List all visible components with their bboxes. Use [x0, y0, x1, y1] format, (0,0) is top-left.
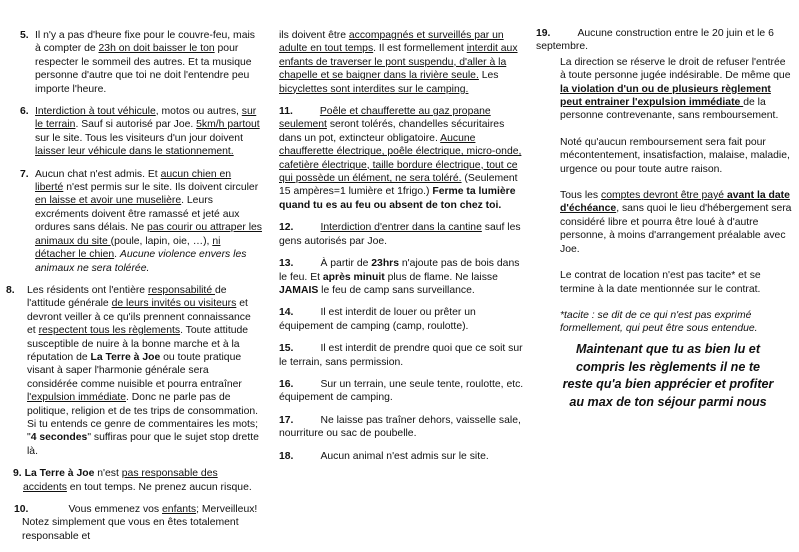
text-segment: accompagnés et surveillés par un adulte en tout temps: [279, 30, 504, 55]
text-segment: sur le terrain: [35, 106, 257, 131]
tacite-footnote: [560, 309, 792, 335]
text-segment: de l'attitude générale: [27, 284, 227, 310]
text-segment: Il est interdit de prendre quoi que ce soit sur le terrain, sans permission.: [279, 343, 523, 368]
rule-number: 17.: [279, 414, 294, 426]
text-segment: n'ajoute pas de bois dans le feu. Et: [279, 258, 520, 283]
text-segment: la violation d'un ou de plusieurs règlement peut entrainer l'expulsion immédiate: [560, 83, 771, 109]
text-segment: le feu de camp sans surveillance.: [318, 284, 475, 296]
rule-5: [20, 29, 262, 96]
rule-8: [6, 284, 262, 458]
rule-number: 16.: [279, 378, 294, 390]
rule-19: [536, 27, 792, 54]
no-refund-notice: [560, 136, 792, 176]
text-segment: Aucune violence envers les animaux ne sera tolérée.: [35, 249, 247, 274]
rule-number: 9.: [13, 468, 22, 480]
text-segment: La Terre à Joe: [24, 468, 95, 480]
rule-9: [13, 467, 262, 494]
text-segment: . Il est formellement: [373, 43, 467, 55]
text-segment: *tacite : se dit de ce qui n'est pas exprimé formellement, qui peut être sous entendue.: [560, 309, 758, 334]
text-segment: . Sauf si autorisé par Joe.: [75, 119, 197, 131]
text-segment: avant la date d'échéance: [560, 190, 790, 215]
text-segment: et devront veiller à ce qu'ils prennent connaissance et: [27, 298, 251, 337]
contract-notice: [560, 269, 778, 296]
text-segment: Aucun animal n'est admis sur le site.: [320, 450, 489, 462]
text-segment: Aucun chat n'est admis. Et: [35, 168, 161, 180]
text-segment: Les résidents ont l'entière: [27, 284, 148, 296]
text-segment: responsabilité: [147, 284, 215, 296]
text-segment: 5km/h partout: [196, 119, 260, 131]
text-segment: À partir de: [320, 258, 372, 270]
text-segment: La direction se réserve le droit de refuser l'entrée à toute personne jugée indésirable. De même que: [560, 56, 791, 82]
text-segment: seront tolérés, chandelles sécuritaires dans un pot, extincteur obligatoire.: [279, 119, 505, 144]
text-segment: bicyclettes sont interdites sur le camping.: [279, 83, 469, 95]
rule-7: [20, 168, 262, 275]
text-segment: ; Merveilleux! Notez simplement que vous en êtes totalement responsable et: [22, 504, 258, 542]
rule-18: [279, 450, 525, 463]
rule-12: [279, 221, 525, 248]
rule-15: [279, 342, 525, 369]
rule-number: 10.: [14, 504, 29, 515]
rule-number: 5.: [20, 30, 29, 41]
rule-number: 15.: [279, 343, 294, 355]
text-segment: n'est: [94, 468, 122, 480]
text-segment: , sans quoi le lieu d'hébergement sera considéré libre et pourra être loué à d'autre personne, à moins d'arrangement préalable avec Joe.: [560, 203, 792, 255]
rule-10: [14, 503, 262, 543]
rule-17: [279, 414, 525, 441]
text-segment: 23h on doit baisser le ton: [98, 43, 215, 55]
rule-number: 11.: [279, 106, 293, 118]
text-segment: pas courir ou attraper les animaux du site: [35, 222, 262, 247]
text-segment: (Seulement 15 ampères=1 lumière et 1frigo.): [279, 173, 518, 198]
text-segment: n'est permis sur le site. Ils doivent circuler: [63, 182, 259, 194]
text-segment: ils doivent être: [279, 30, 349, 41]
text-segment: 4 secondes: [30, 432, 88, 444]
column-1: [6, 29, 262, 552]
text-segment: enfants: [162, 504, 197, 515]
text-segment: sauf les gens autorisés par Joe.: [279, 222, 521, 247]
text-segment: Les: [478, 70, 499, 82]
rule-number: 12.: [279, 222, 294, 234]
rule-6: [20, 105, 262, 159]
text-segment: l'expulsion immédiate: [27, 392, 127, 404]
text-segment: laisser leur véhicule dans le stationnement.: [35, 146, 234, 158]
text-segment: ou toute pratique visant à saper l'harmonie générale sera considérée comme nuisible et pourra entraîner: [27, 351, 242, 390]
text-segment: après minuit: [322, 271, 385, 283]
rule-number: 14.: [279, 307, 294, 319]
text-segment: pour respecter le sommeil des autres. Et ta musique personne d'autre que toi ne doit l'entendre peu importe l'heure.: [35, 43, 252, 95]
text-segment: sur le site. Tous les visiteurs d'un jour doivent: [35, 132, 243, 144]
rule-number: 7.: [20, 168, 29, 180]
text-segment: aucun chien en liberté: [35, 168, 232, 194]
text-segment: Sur un terrain, une seule tente, roulotte, etc. équipement de camping.: [279, 378, 524, 404]
text-segment: Noté qu'aucun remboursement sera fait pour mécontentement, insatisfaction, malaise, maladie, urgence ou pour toute autre raison.: [560, 136, 790, 175]
text-segment: Maintenant que tu as bien lu et compris les règlements il ne te reste qu'a bien apprécier et profiter au max de ton séjour parmi nous: [562, 341, 774, 409]
text-segment: interdit aux enfants de traverser le pont suspendu, d'aller à la chapelle et se baigner dans la rivière seule.: [279, 43, 518, 82]
rule-13: [279, 257, 525, 297]
text-segment: Vous emmenez vos: [68, 504, 163, 515]
text-segment: (poule, lapin, oie, …),: [110, 235, 213, 247]
text-segment: Il n'y a pas d'heure fixe pour le couvre-feu, mais à compter de: [35, 30, 255, 55]
column-3: [536, 27, 792, 420]
rule-number: 6.: [20, 106, 29, 118]
text-segment: , motos ou autres,: [155, 106, 242, 118]
text-segment: en tout temps. Ne prenez aucun risque.: [66, 481, 252, 493]
text-segment: comptes devront être payé: [601, 190, 727, 202]
text-segment: ni détacher le chien: [35, 235, 221, 261]
column-2: [279, 29, 525, 472]
text-segment: pas responsable des accidents: [23, 468, 218, 493]
rule-16: [279, 378, 525, 405]
text-segment: JAMAIS: [279, 284, 319, 296]
text-segment: Aucune construction entre le 20 juin et le 6 septembre.: [536, 28, 774, 53]
text-segment: " suffiras pour que le sujet stop drette là.: [27, 432, 259, 457]
text-segment: Aucune chaufferette électrique, poêle électrique, micro-onde, cafetière électrique, taille bordure électrique, tout ce qui possède un élément, ne sera toléré.: [279, 132, 522, 185]
text-segment: . Toute attitude susceptible de nuire à la bonne marche et à la réputation de: [27, 325, 249, 363]
rule-14: [279, 306, 525, 333]
text-segment: Le contrat de location n'est pas tacite* et se termine à la date mentionnée sur le contrat.: [560, 270, 761, 295]
rule-number: 18.: [279, 450, 294, 462]
text-segment: Poêle et chaufferette au gaz propane seulement: [279, 106, 491, 131]
rule-number: 19.: [536, 28, 551, 39]
text-segment: Il est interdit de louer ou prêter un équipement de camping (camp, roulotte).: [279, 307, 476, 332]
text-segment: .: [114, 249, 120, 261]
text-segment: plus de flame. Ne laisse: [384, 271, 498, 283]
text-segment: Interdiction d'entrer dans la cantine: [320, 222, 482, 234]
text-segment: La Terre à Joe: [90, 351, 161, 363]
text-segment: respectent tous les règlements: [38, 325, 181, 337]
text-segment: Ferme ta lumière quand tu es au feu ou absent de ton chez toi.: [279, 186, 516, 211]
closing-message: [562, 341, 774, 411]
rule-number: 13.: [279, 258, 294, 270]
text-segment: en laisse et avoir une muselière: [35, 195, 182, 207]
text-segment: Ne laisse pas traîner dehors, vaisselle sale, nourriture ou sac de poubelle.: [279, 414, 521, 440]
text-segment: . Leurs excréments doivent être ramassé et jeté aux ordures sans délais. Ne: [35, 195, 240, 234]
text-segment: . Donc ne parle pas de politique, religion et de tes trips de consommation. Si tu entends ce genre de commentaires les mots; ": [27, 392, 259, 444]
direction-notice: [560, 56, 792, 123]
text-segment: de la personne contrevenante, sans remboursement.: [560, 97, 779, 122]
text-segment: de leurs invités ou visiteurs: [111, 298, 237, 310]
rule-10-continued: [279, 29, 525, 96]
text-segment: Interdiction à tout véhicule: [35, 106, 156, 118]
payment-notice: [560, 189, 792, 256]
text-segment: Tous les: [560, 190, 602, 202]
rule-11: [279, 105, 525, 212]
rule-number: 8.: [6, 284, 15, 296]
text-segment: 23hrs: [371, 258, 400, 270]
